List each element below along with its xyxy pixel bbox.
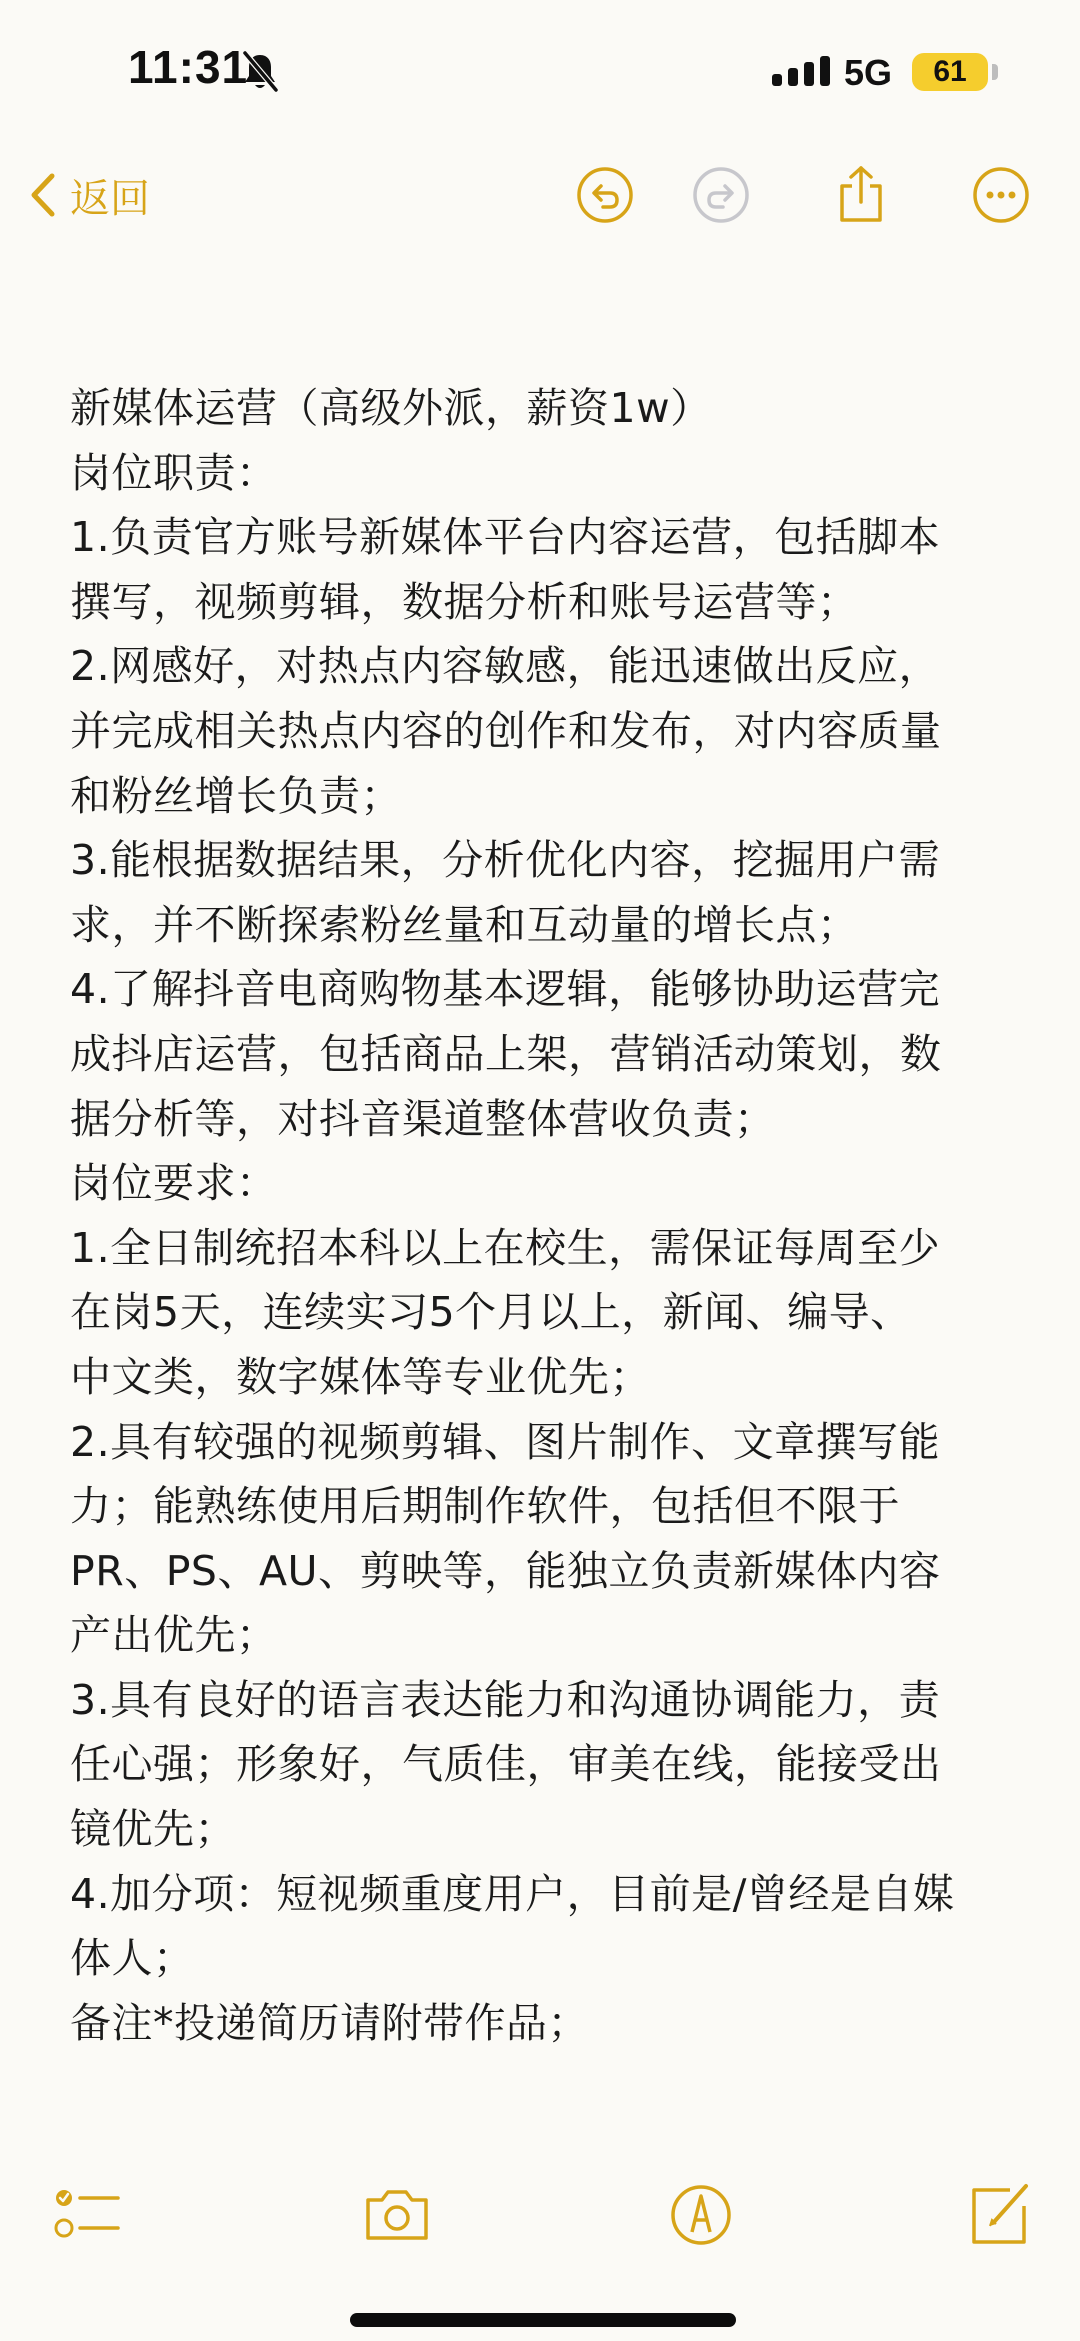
status-time: 11:31 (128, 41, 249, 93)
more-icon[interactable] (970, 164, 1032, 226)
note-line: 力；能熟练使用后期制作软件，包括但不限于 (70, 1482, 900, 1531)
note-line: 2.网感好，对热点内容敏感，能迅速做出反应， (70, 642, 941, 691)
battery-cap (992, 64, 998, 80)
chevron-left-icon (28, 172, 56, 218)
note-line: 镜优先； (70, 1805, 236, 1854)
note-line: 产出优先； (70, 1611, 278, 1660)
note-line: 并完成相关热点内容的创作和发布，对内容质量 (70, 706, 942, 755)
note-line: 成抖店运营，包括商品上架，营销活动策划，数 (70, 1029, 942, 1078)
note-line: 3.能根据数据结果，分析优化内容，挖掘用户需 (70, 836, 941, 885)
bell-off-icon (240, 50, 280, 94)
nav-bar (0, 150, 1080, 240)
note-line: 备注*投递简历请附带作品； (70, 1998, 589, 2047)
compose-icon[interactable] (964, 2180, 1034, 2250)
checklist-icon[interactable] (52, 2180, 122, 2250)
status-bar (0, 0, 1080, 150)
note-line: 中文类，数字媒体等专业优先； (70, 1352, 651, 1401)
note-line: 岗位职责： (70, 448, 278, 497)
battery-indicator: 61 (912, 53, 988, 91)
note-line: 3.具有良好的语言表达能力和沟通协调能力，责 (70, 1675, 941, 1724)
note-line: 4.了解抖音电商购物基本逻辑，能够协助运营完 (70, 965, 941, 1014)
note-line: 在岗5天，连续实习5个月以上，新闻、编导、 (70, 1288, 912, 1337)
note-line: 任心强；形象好，气质佳，审美在线，能接受出 (70, 1740, 942, 1789)
note-line: 据分析等，对抖音渠道整体营收负责； (70, 1094, 776, 1143)
redo-icon[interactable] (690, 164, 752, 226)
note-line: 1.全日制统招本科以上在校生，需保证每周至少 (70, 1223, 941, 1272)
note-body[interactable] (70, 376, 1030, 2055)
note-line: 岗位要求： (70, 1159, 278, 1208)
note-line: PR、PS、AU、剪映等，能独立负责新媒体内容 (70, 1546, 941, 1595)
note-line: 1.负责官方账号新媒体平台内容运营，包括脚本 (70, 513, 941, 562)
note-line: 和粉丝增长负责； (70, 771, 402, 820)
note-line: 求，并不断探索粉丝量和互动量的增长点； (70, 900, 859, 949)
camera-icon[interactable] (362, 2180, 432, 2250)
network-type: 5G (844, 52, 893, 93)
bottom-toolbar (0, 2170, 1080, 2270)
undo-icon[interactable] (574, 164, 636, 226)
note-line: 新媒体运营（高级外派，薪资1w） (70, 384, 712, 432)
note-line: 4.加分项：短视频重度用户，目前是/曾经是自媒 (70, 1869, 955, 1918)
note-line: 体人； (70, 1934, 195, 1983)
back-button[interactable] (28, 162, 150, 228)
home-indicator[interactable] (350, 2313, 736, 2327)
markup-pen-icon[interactable] (666, 2180, 736, 2250)
note-line: 2.具有较强的视频剪辑、图片制作、文章撰写能 (70, 1417, 941, 1466)
note-line: 撰写，视频剪辑，数据分析和账号运营等； (70, 577, 859, 626)
back-label: 返回 (70, 175, 150, 222)
cell-signal-icon (770, 54, 836, 90)
share-icon[interactable] (830, 164, 892, 226)
